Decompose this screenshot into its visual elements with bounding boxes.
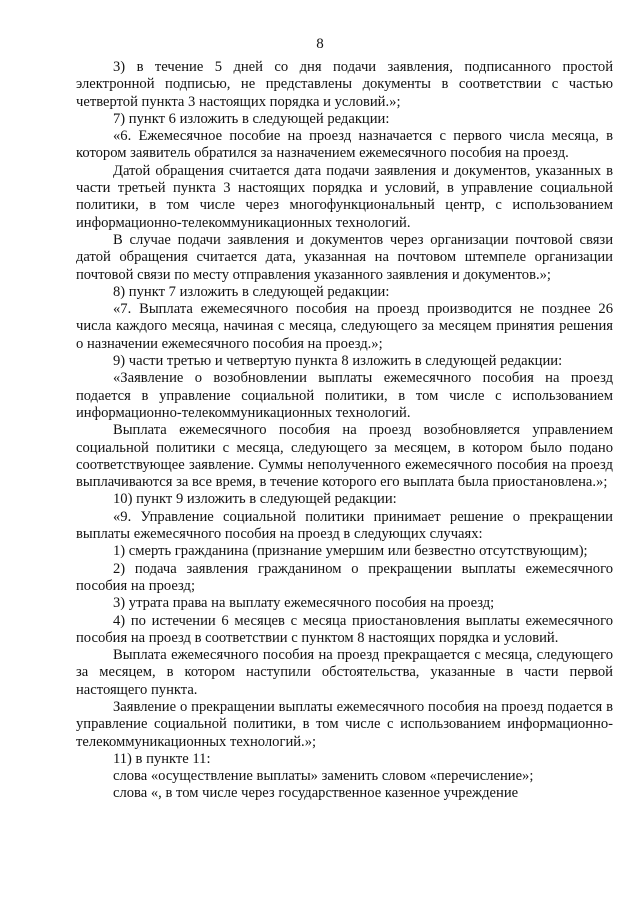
document-body <box>76 59 613 803</box>
paragraph: слова «осуществление выплаты» заменить словом «перечисление»; <box>113 768 534 785</box>
paragraph: «9. Управление социальной политики принимает решение о прекращении выплаты ежемесячного пособия на проезд в следующих случаях: <box>76 508 613 543</box>
paragraph: «7. Выплата ежемесячного пособия на проезд производится не позднее 26 числа каждого месяца, начиная с месяца, следующего за месяцем принятия решения о назначении ежемесячного пособия на проезд.»; <box>76 301 613 352</box>
paragraph: «Заявление о возобновлении выплаты ежемесячного пособия на проезд подается в управление социальной политики, в том числе с использованием информационно-телекоммуникационных технологий. <box>76 370 613 421</box>
paragraph: 4) по истечении 6 месяцев с месяца приостановления выплаты ежемесячного пособия на проезд в соответствии с пунктом 8 настоящих порядка и условий. <box>76 612 613 646</box>
paragraph: 2) подача заявления гражданином о прекращении выплаты ежемесячного пособия на проезд; <box>76 560 613 594</box>
paragraph: 10) пункт 9 изложить в следующей редакции: <box>113 491 397 508</box>
paragraph: 1) смерть гражданина (признание умершим или безвестно отсутствующим); <box>113 543 588 560</box>
paragraph: 3) утрата права на выплату ежемесячного пособия на проезд; <box>113 595 495 612</box>
paragraph: 7) пункт 6 изложить в следующей редакции: <box>113 110 390 127</box>
paragraph: Выплата ежемесячного пособия на проезд прекращается с месяца, следующего за месяцем, в котором наступили обстоятельства, указанные в части первой настоящего пункта. <box>76 647 613 698</box>
paragraph: Датой обращения считается дата подачи заявления и документов, указанных в части третьей пункта 3 настоящих порядка и условий, в управление социальной политики, в том числе через многофункциональный центр, с использованием информационно-телекоммуникационных технологий. <box>76 162 613 231</box>
paragraph: 8) пункт 7 изложить в следующей редакции: <box>113 283 390 300</box>
paragraph: слова «, в том числе через государственное казенное учреждение <box>113 785 519 802</box>
paragraph: 3) в течение 5 дней со дня подачи заявления, подписанного простой электронной подписью, не представлены документы в соответствии с частью четвертой пункта 3 настоящих порядка и условий.»; <box>76 59 613 110</box>
paragraph: 9) части третью и четвертую пункта 8 изложить в следующей редакции: <box>113 353 563 370</box>
paragraph: «6. Ежемесячное пособие на проезд назначается с первого числа месяца, в котором заявитель обратился за назначением ежемесячного пособия на проезд. <box>76 128 613 162</box>
paragraph: В случае подачи заявления и документов через организации почтовой связи датой обращения считается дата, указанная на почтовом штемпеле организации почтовой связи по месту отправления указанного заявления и документов.»; <box>76 231 613 283</box>
page-number: 8 <box>316 36 324 52</box>
paragraph: Заявление о прекращении выплаты ежемесячного пособия на проезд подается в управление социальной политики, в том числе с использованием информационно-телекоммуникационных технологий.»; <box>76 698 613 750</box>
paragraph: Выплата ежемесячного пособия на проезд возобновляется управлением социальной политики с месяца, следующего за месяцем, в котором было подано соответствующее заявление. Суммы неполученного ежемесячного пособия на проезд выплачиваются за все время, в течение которого его выплата была приостановлена.»; <box>76 422 613 491</box>
paragraph: 11) в пункте 11: <box>113 750 211 767</box>
